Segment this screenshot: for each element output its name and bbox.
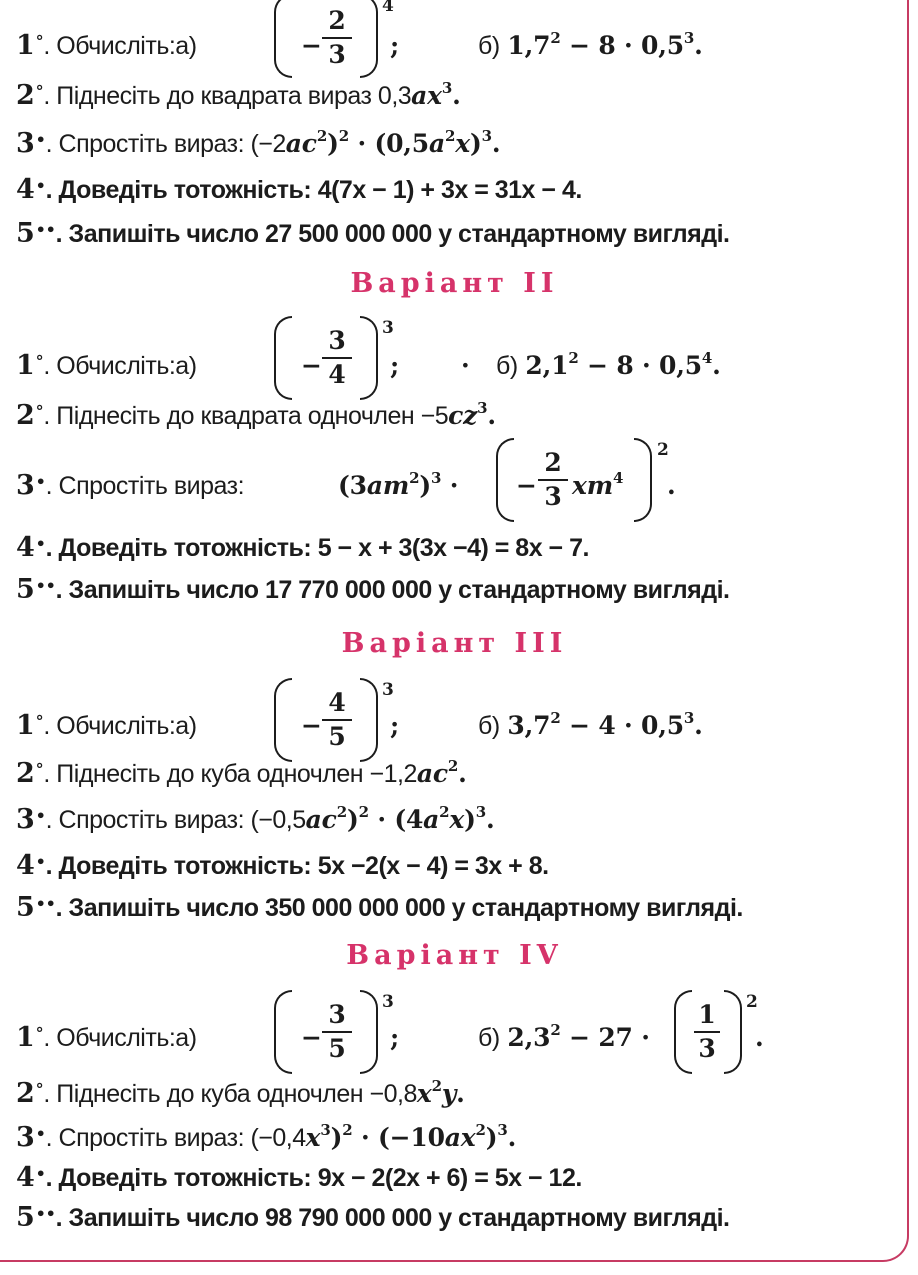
task-3: 3•. Спростіть вираз: $(-0,4x^3)^2 \cdot (-10ax^2)^3$. [16,1121,517,1153]
variant-heading: Варіант IV [346,940,563,971]
task-5: 5••. Запишіть число 98 790 000 000 у стандартному вигляді. [16,1202,730,1233]
task-2: 2°. Піднесіть до квадрата вираз $0,3ax^3$. [16,79,461,111]
task-5: 5••. Запишіть число 27 500 000 000 у стандартному вигляді. [16,218,730,249]
variant-heading: Варіант III [341,628,568,659]
task-2: 2°. Піднесіть до квадрата одночлен $-5cz^3$. [16,399,496,431]
task-2: 2°. Піднесіть до куба одночлен $-1,2ac^2$. [16,757,467,789]
fraction: 2 3 [538,448,568,512]
fraction: 4 5 [322,688,352,752]
task-5: 5••. Запишіть число 17 770 000 000 у стандартному вигляді. [16,574,730,605]
task-4: 4•. Доведіть тотожність: 9x − 2(2x + 6) = 5x − 12. [16,1162,582,1193]
fraction: 3 5 [322,1000,352,1064]
task-3: 3•. Спростіть вираз: $(-2ac^2)^2 \cdot (0,5a^2x)^3$. [16,127,501,159]
task-4: 4•. Доведіть тотожність: 5x −2(x − 4) = 3x + 8. [16,850,549,881]
variant-heading: Варіант II [350,268,559,299]
task-2: 2°. Піднесіть до куба одночлен $-0,8x^2y$. [16,1077,465,1109]
task-5: 5••. Запишіть число 350 000 000 000 у стандартному вигляді. [16,892,743,923]
fraction: 2 3 [322,6,352,70]
task-4: 4•. Доведіть тотожність: 4(7x − 1) + 3x = 31x − 4. [16,174,582,205]
task-3: 3•. Спростіть вираз: $(-0,5ac^2)^2 \cdot (4a^2x)^3$. [16,803,495,835]
fraction: 3 4 [322,326,352,390]
task-4: 4•. Доведіть тотожність: 5 − x + 3(3x −4) = 8x − 7. [16,532,589,563]
fraction: 1 3 [694,1000,720,1064]
